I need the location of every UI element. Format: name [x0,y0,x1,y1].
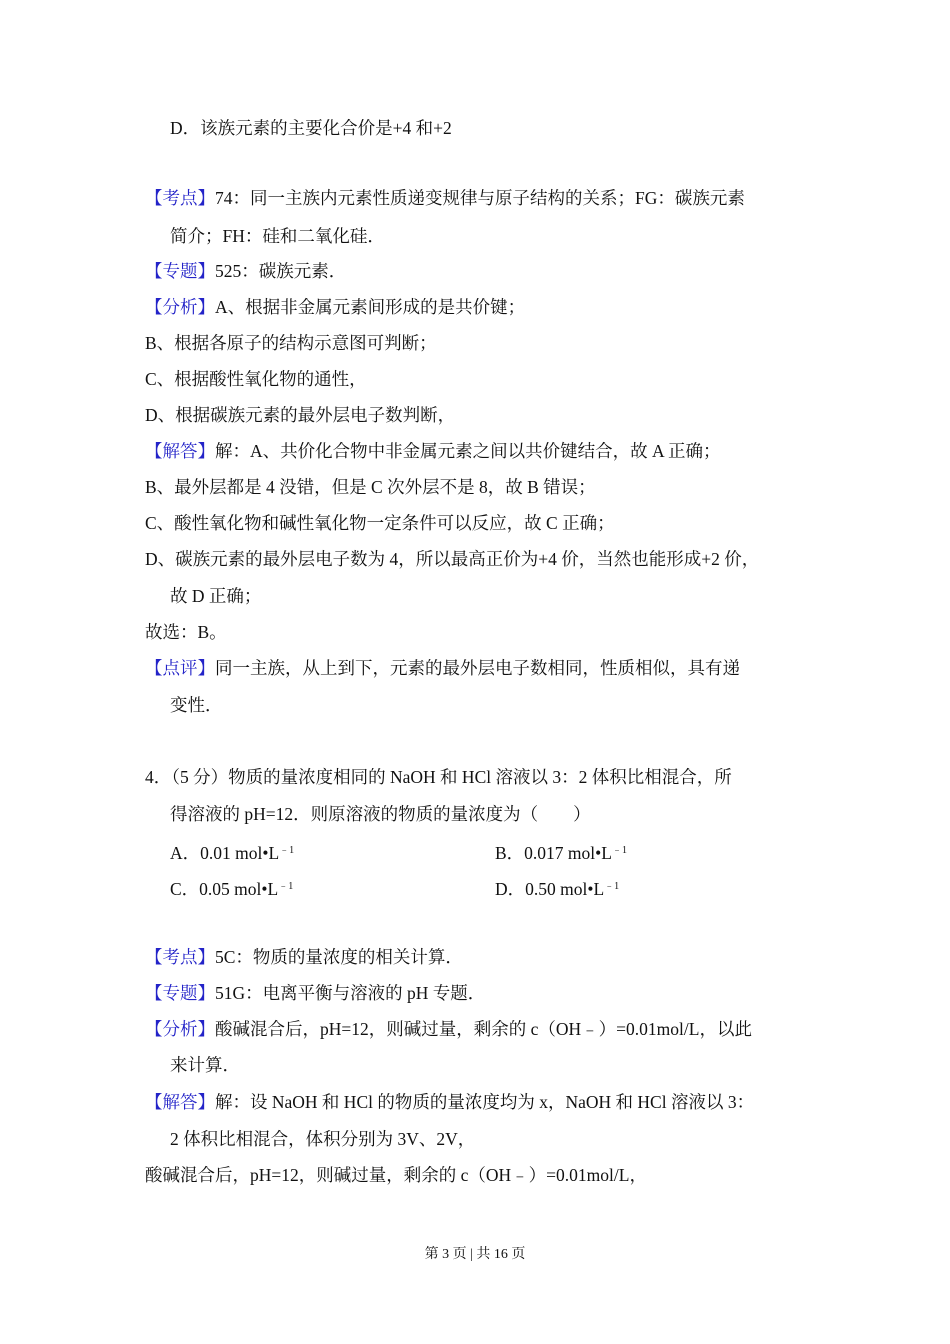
kaodian-line [145,186,745,210]
dianping-tag: 【点评】 [145,658,215,678]
fenxi-line-3: C、根据酸性氧化物的通性， [145,369,367,389]
dianping-text: 同一主族，从上到下，元素的最外层电子数相同，性质相似，具有递 [215,658,740,678]
kaodian-tag: 【考点】 [145,947,215,967]
option-text: D．0.50 mol•L [495,879,605,899]
option-sup: ﹣1 [279,845,295,856]
kaodian-line-2: 简介；FH：硅和二氧化硅． [170,226,385,246]
q4-option-d [495,875,619,899]
option-text: A．0.01 mol•L [170,843,280,863]
q4-option-a [170,839,294,863]
jieda-line-3: C、酸性氧化物和碱性氧化物一定条件可以反应，故 C 正确； [145,513,615,533]
zhuanti-tag: 【专题】 [145,261,215,281]
fenxi-text: 酸碱混合后，pH=12，则碱过量，剩余的 c（OH﹣）=0.01mol/L，以此 [215,1019,752,1039]
option-text: B．0.017 mol•L [495,843,612,863]
fenxi-text: A、根据非金属元素间形成的是共价键； [215,297,526,317]
answer-line: 故选：B。 [145,622,227,642]
jieda-line [145,439,721,463]
kaodian-text: 74：同一主族内元素性质递变规律与原子结构的关系；FG：碳族元素 [215,188,745,208]
q4-fenxi-line-2: 来计算． [170,1055,240,1075]
q4-option-b [495,839,627,863]
jieda-tag: 【解答】 [145,441,215,461]
fenxi-tag: 【分析】 [145,297,215,317]
jieda-text: 解：设 NaOH 和 HCl 的物质的量浓度均为 x，NaOH 和 HCl 溶液以 3： [215,1092,755,1112]
q4-stem-1: 4．（5 分）物质的量浓度相同的 NaOH 和 HCl 溶液以 3：2 体积比相混合，所 [145,767,732,787]
option-text: C．0.05 mol•L [170,879,279,899]
kaodian-text: 5C：物质的量浓度的相关计算． [215,947,463,967]
q4-stem-2: 得溶液的 pH=12．则原溶液的物质的量浓度为（ ） [170,804,591,824]
jieda-line-4: D、碳族元素的最外层电子数为 4，所以最高正价为+4 价，当然也能形成+2 价， [145,549,760,569]
option-sup: ﹣1 [604,881,620,892]
option-sup: ﹣1 [611,845,627,856]
fenxi-line [145,295,525,319]
page-footer: 第 3 页 | 共 16 页 [424,1247,526,1262]
jieda-tag: 【解答】 [145,1092,215,1112]
q4-jieda-line-2: 2 体积比相混合，体积分别为 3V、2V， [170,1129,476,1149]
q4-zhuanti-line [145,981,485,1005]
kaodian-tag: 【考点】 [145,188,215,208]
option-sup: ﹣1 [278,881,294,892]
zhuanti-line [145,259,346,283]
zhuanti-text: 525：碳族元素． [215,261,347,281]
fenxi-line-4: D、根据碳族元素的最外层电子数判断， [145,405,456,425]
fenxi-line-2: B、根据各原子的结构示意图可判断； [145,333,437,353]
jieda-text: 解：A、共价化合物中非金属元素之间以共价键结合，故 A 正确； [215,441,721,461]
q4-jieda-line [145,1090,754,1114]
q4-fenxi-line [145,1017,752,1041]
zhuanti-text: 51G：电离平衡与溶液的 pH 专题． [215,983,486,1003]
q4-jieda-line-3: 酸碱混合后，pH=12，则碱过量，剩余的 c（OH﹣）=0.01mol/L， [145,1165,647,1185]
zhuanti-tag: 【专题】 [145,983,215,1003]
jieda-line-5: 故 D 正确； [170,586,262,606]
jieda-line-2: B、最外层都是 4 没错，但是 C 次外层不是 8，故 B 错误； [145,477,596,497]
fenxi-tag: 【分析】 [145,1019,215,1039]
option-d-prev: D．该族元素的主要化合价是+4 和+2 [170,118,452,138]
q4-kaodian-line [145,945,463,969]
q4-option-c [170,875,293,899]
dianping-line [145,656,740,680]
dianping-line-2: 变性． [170,695,223,715]
